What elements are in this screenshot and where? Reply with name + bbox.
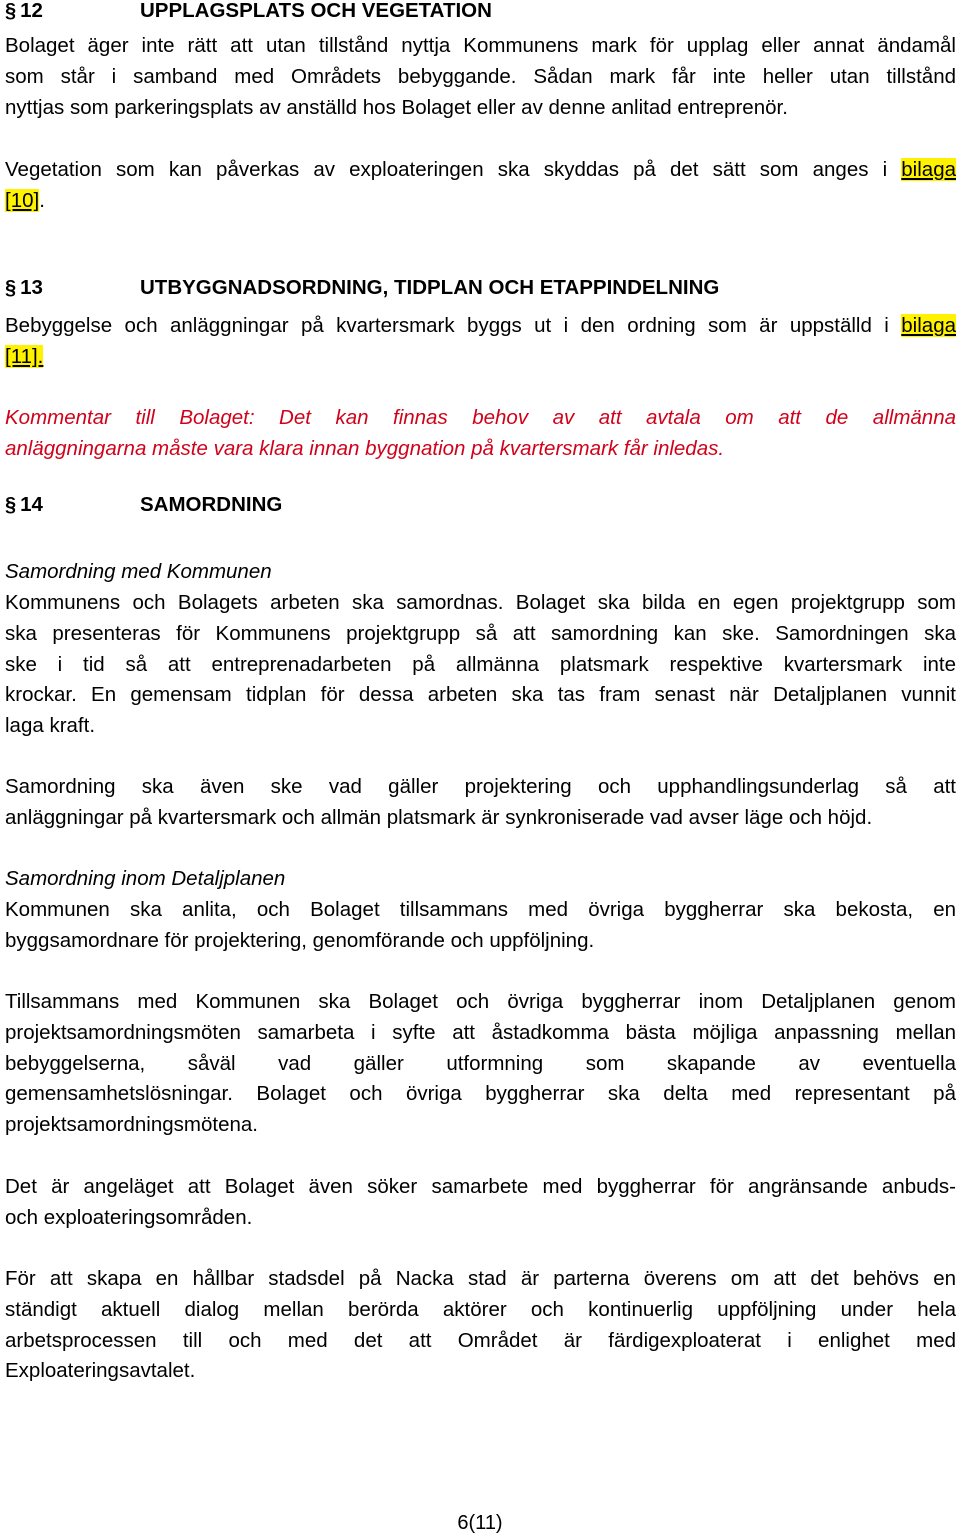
- text-line: ständigt aktuell dialog mellan berörda aktörer och kontinuerlig uppföljning under hela: [5, 1297, 956, 1321]
- text-line: ska presenteras för Kommunens projektgrupp så att samordning kan ske. Samordningen ska: [5, 621, 956, 645]
- text-line: Exploateringsavtalet.: [5, 1359, 196, 1383]
- text-line: Kommunen ska anlita, och Bolaget tillsammans med övriga byggherrar ska bekosta, en: [5, 898, 956, 921]
- subheading-samordning-detaljplanen: [5, 864, 956, 895]
- text-line: Kommentar till Bolaget: Det kan finnas behov av att avtala om att de allmänna: [5, 406, 956, 429]
- section-sign: §: [5, 494, 17, 516]
- section-number: 14: [20, 493, 43, 516]
- section-sign: §: [5, 0, 17, 22]
- text-line: laga kraft.: [5, 714, 96, 738]
- s14-paragraph-1: [5, 588, 956, 742]
- section-number: 13: [20, 276, 43, 299]
- text-run: Vegetation som kan påverkas av exploateringen ska skyddas på det sätt som anges i: [5, 158, 888, 181]
- text-line: Samordning inom Detaljplanen: [5, 867, 286, 890]
- text-line: Tillsammans med Kommunen ska Bolaget och övriga byggherrar inom Detaljplanen genom: [5, 990, 956, 1013]
- text-line: ske i tid så att entreprenadarbeten på allmänna platsmark respektive kvartersmark inte: [5, 652, 956, 676]
- text-line: bebyggelserna, såväl vad gäller utformning som skapande av eventuella: [5, 1051, 956, 1075]
- page-number: 6(11): [457, 1512, 503, 1534]
- text-line: [5, 186, 956, 217]
- text-line: arbetsprocessen till och med det att Området är färdigexploaterat i enlighet med: [5, 1328, 956, 1352]
- section-title: SAMORDNING: [140, 493, 283, 516]
- section-number: 12: [20, 0, 43, 22]
- s13-paragraph-1: [5, 311, 956, 373]
- section-12-heading: [5, 0, 492, 26]
- text-line: Kommunens och Bolagets arbeten ska samordnas. Bolaget ska bilda en egen projektgrupp som: [5, 591, 956, 614]
- text-line: anläggningar på kvartersmark och allmän platsmark är synkroniserade vad avser läge och höjd.: [5, 805, 873, 829]
- text-line: gemensamhetslösningar. Bolaget och övriga byggherrar ska delta med representant på: [5, 1082, 956, 1106]
- text-line: Samordning ska även ske vad gäller projektering och upphandlingsunderlag så att: [5, 775, 956, 798]
- text-line: som står i samband med Områdets bebyggande. Sådan mark får inte heller utan tillstånd: [5, 64, 956, 88]
- s14-paragraph-2: [5, 772, 956, 834]
- text-line: [5, 342, 956, 373]
- bilaga-link[interactable]: bilaga: [901, 314, 956, 337]
- text-line: För att skapa en hållbar stadsdel på Nacka stad är parterna överens om att det behövs en: [5, 1267, 956, 1290]
- bilaga-link[interactable]: bilaga: [901, 158, 956, 181]
- text-line: byggsamordnare för projektering, genomförande och uppföljning.: [5, 928, 595, 952]
- bilaga-ref[interactable]: [11].: [5, 344, 44, 368]
- text-run: .: [39, 188, 45, 212]
- section-14-heading: [5, 490, 282, 520]
- text-line: Samordning med Kommunen: [5, 560, 272, 583]
- s14-paragraph-6: [5, 1264, 956, 1387]
- section-13-heading: [5, 273, 719, 303]
- text-line: anläggningarna måste vara klara innan byggnation på kvartersmark får inledas.: [5, 436, 725, 460]
- s12-paragraph-2: [5, 155, 956, 217]
- text-line: Bolaget äger inte rätt att utan tillstånd nyttja Kommunens mark för upplag eller annat ändamål: [5, 34, 956, 57]
- s14-paragraph-3: [5, 895, 956, 957]
- text-line: [5, 155, 956, 186]
- comment-to-bolaget: [5, 403, 956, 465]
- text-line: projektsamordningsmöten samarbeta i syfte att åstadkomma bästa möjliga anpassning mellan: [5, 1020, 956, 1044]
- text-line: krockar. En gemensam tidplan för dessa arbeten ska tas fram senast när Detaljplanen vunnit: [5, 683, 956, 707]
- subheading-samordning-kommunen: [5, 557, 956, 588]
- text-line: projektsamordningsmötena.: [5, 1113, 258, 1137]
- text-run: Bebyggelse och anläggningar på kvartersmark byggs ut i den ordning som är uppställd i: [5, 314, 889, 337]
- s14-paragraph-4: [5, 987, 956, 1141]
- section-title: UPPLAGSPLATS OCH VEGETATION: [140, 0, 492, 22]
- section-sign: §: [5, 277, 17, 299]
- text-line: Det är angeläget att Bolaget även söker samarbete med byggherrar för angränsande anbuds-: [5, 1175, 956, 1198]
- text-line: [5, 311, 956, 342]
- text-line: nyttjas som parkeringsplats av anställd hos Bolaget eller av denne anlitad entreprenör.: [5, 95, 788, 119]
- text-line: och exploateringsområden.: [5, 1205, 253, 1229]
- s14-paragraph-5: [5, 1172, 956, 1234]
- section-title: UTBYGGNADSORDNING, TIDPLAN OCH ETAPPINDELNING: [140, 276, 720, 299]
- bilaga-ref[interactable]: [10]: [5, 188, 40, 212]
- s12-paragraph-1: [5, 31, 956, 123]
